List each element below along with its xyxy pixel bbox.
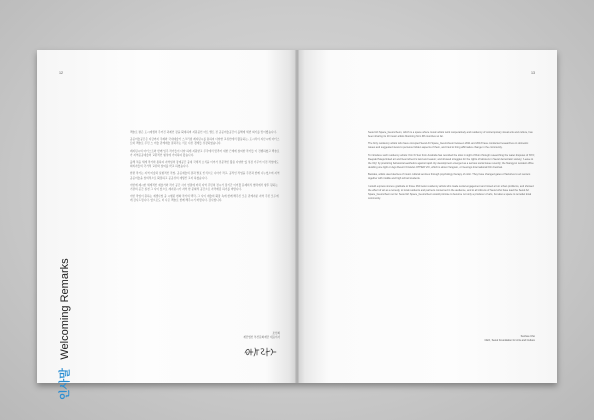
korean-body-text <box>130 131 280 207</box>
right-page <box>297 50 557 383</box>
paragraph: 이번 작업이 원하는 재생사업 중 시행된 변화 작가의 맥락, 그 사이 예술의 확장 속에 함께 해주신 모든 관계자분 지역 주민 모두에게 감사드립니다. 앞으로도 더 나은 맥슬로 함께 해주시기 바랍니다. 감사합니다. <box>130 195 279 203</box>
page-number-left: 12 <box>59 71 63 75</box>
paragraph: 맥슬로 팔은 도시재생의 주어진 과제인 장을 확대하며 지원중인 아트 밸트 전 공공미술공간이 올해에 세번 회기를 맞이했습니다. <box>130 131 277 134</box>
paragraph: 한편 작가는 지역 미술과 실험적인 작업, 공공예술의 결과 발표 인식으로 나아가 작고, 공작인 작업을 주민과 함께 나누었으며 지역공공미술을 창의적으로 확장하고 공공성의 재생산 고자 하였습니다. <box>130 172 280 180</box>
paragraph: 올해 처음 세계 작가와 통하여 지역일의 장재공간 중대 국세적 소식을 이어가 전문적인 활용 다양한 있 성장 가꾸어 이전 작업에도 회의자들의 국가적 교류와 참여를 학교 하였습니다. <box>130 161 279 169</box>
paragraph: Seoul Art Space_Geumcheon, which is a space where music artists work cooperatively and residency of contemporary visual arts and culture, has been sharing its 10 music artists blooming from 98 countries so far. <box>368 131 533 138</box>
handwritten-signature <box>243 344 277 358</box>
paragraph: 레지던시의 아티스트와 함께 입주 작가들이 다양 하게 지원받고 주국에서 맞추어 대한 근래에 참여한 작가들 이 진행하였고 맥슬로가 지역공공예술의 교환적인 형성에 기여하여 왔습니다. <box>130 149 280 157</box>
section-title-english: Welcoming Remarks <box>59 258 71 360</box>
signer-name: 조선희 <box>272 332 280 335</box>
paragraph: 이번에 제시한 세계적인 예술가와 작가 공간 사이 연결에 마치 지역 주민의 전시가 장기간 이어졌 문제의식 협력에서 향후 원하는 기관의 공간 실천 그 사이 앞으로 레지던시가 지역 한 문화적 공간으로 자리매김 하기를 바랍니다. <box>130 183 278 191</box>
signer-block-english <box>485 335 535 343</box>
section-title <box>55 258 73 400</box>
left-page <box>37 50 297 400</box>
magazine-spread <box>37 50 557 400</box>
signer-name: Sunhee Cho <box>520 335 535 338</box>
english-body-text <box>368 131 536 204</box>
signer-title: 재단법인 부산문화재단 대표이사 <box>243 336 280 339</box>
paragraph: To introduce such residency artists: Kim Ki Soo from Australia has recorded the slow in sight of Ruin through researching the water disputes of NYC; Deepak Pateja linked art and Geumcheon's land and reason; and showed struggles for the rights of laborers in Seoul democratic society; 'Leave to the City' by practicing behavioral aesthetics against rapid city development emerged as a serious social issue recently; the Namgyun resident office deciding one light on Ago Resort Crisis/an OTHER VIC, which is about Yangoon, or Geumgo International Film Festival. <box>368 153 535 169</box>
page-number-right: 13 <box>531 71 535 75</box>
paragraph: 공공미술공간은 지금까지 국제와 국내예술가 스크리빙 레지던시를 통하여 다양한 교류인에서 활동하는, 도시라이 지난시에 아티스트와 맥슬로 주민 스 미술 관계예술 결과라는 서로 다른 경계들 성장하였습니다. <box>130 138 280 146</box>
paragraph: The forty residency artists who have occupied Seoul Art Space_Geumcheon between 2011 and 2013 have conducted researches on domestic issues and suggested views to perceive hidden aspects of them, and tried to bring affirmative change in the community. <box>368 142 529 150</box>
paragraph: Besides, artists used devices of music cultural services through psychology therapy of color. They have changed gates of factories to art centers together with middle and high school students. <box>368 173 531 181</box>
signer-title: CEO, Seoul Foundation for Arts and Culture <box>484 339 535 342</box>
section-title-korean: 인사말 <box>58 368 71 400</box>
signer-block-korean <box>243 332 280 340</box>
paragraph: I would express sincere gratitude to those 264 tiesto residency artists who made social engagement and mixed art on urban problems, and showed the effect of art as a remedy, to local residents and partners concerned in the audience, and to all citizens of Seoul who have lead the Seoul Art Space_Geumcheon so far. Seoul Art Space_Geumcheon would promise to become not only a producer of arts, but also a space to remodel local community. <box>368 184 534 200</box>
center-fold <box>295 50 299 383</box>
